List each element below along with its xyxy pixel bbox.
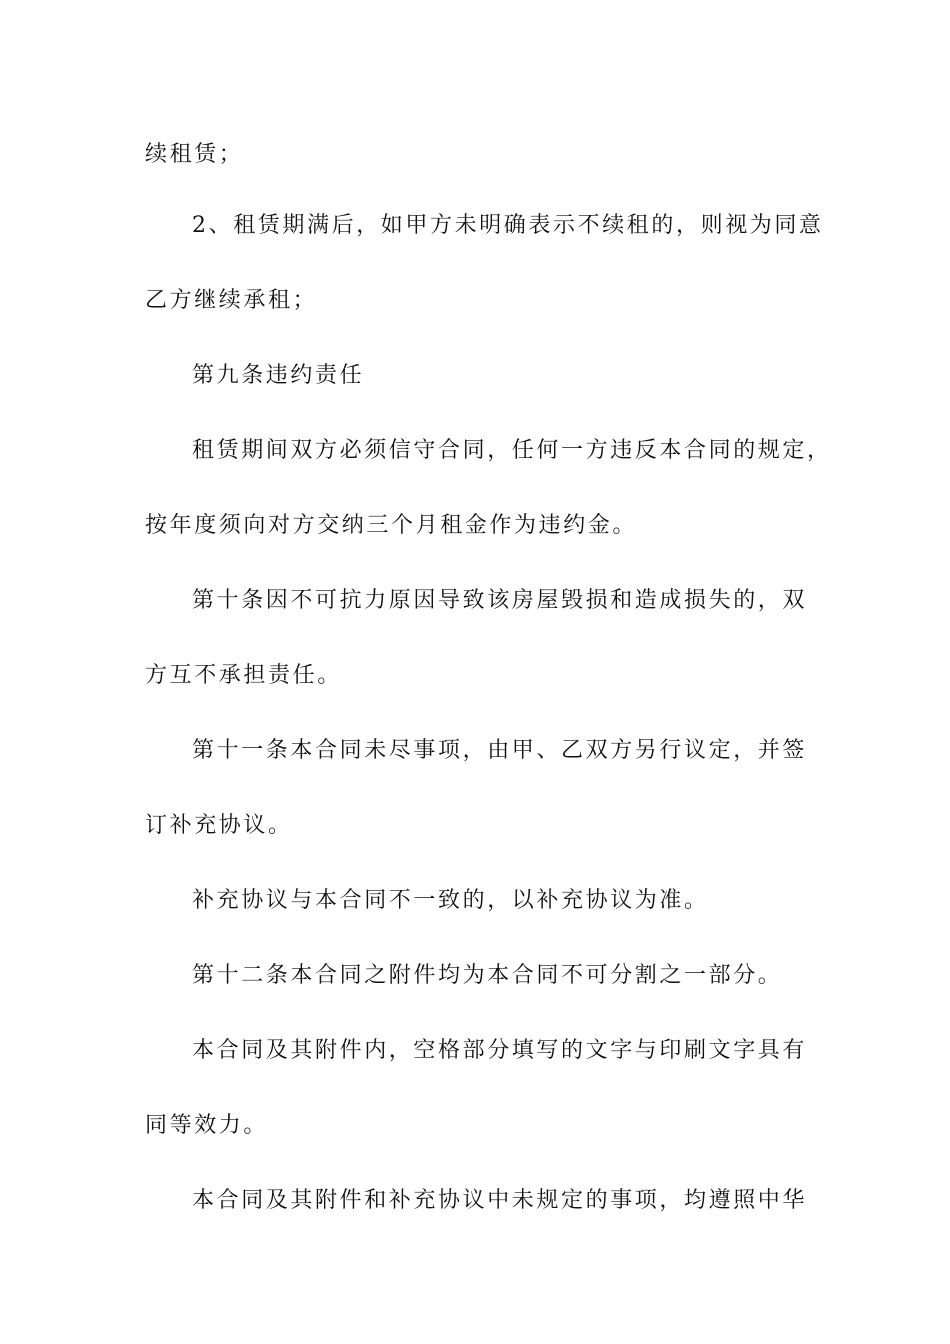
text-line: 方互不承担责任。 bbox=[145, 663, 342, 688]
text-line: 本合同及其附件和补充协议中未规定的事项，均遵照中华 bbox=[192, 1188, 808, 1213]
text-line: 乙方继续承租； bbox=[145, 288, 318, 313]
section-heading: 第九条违约责任 bbox=[192, 363, 365, 388]
text-line: 订补充协议。 bbox=[145, 813, 293, 838]
text-line: 第十二条本合同之附件均为本合同不可分割之一部分。 bbox=[192, 963, 783, 988]
text-line: 第十一条本合同未尽事项，由甲、乙双方另行议定，并签 bbox=[192, 738, 808, 763]
text-line: 本合同及其附件内，空格部分填写的文字与印刷文字具有 bbox=[192, 1038, 808, 1063]
text-line: 同等效力。 bbox=[145, 1113, 269, 1138]
text-line: 第十条因不可抗力原因导致该房屋毁损和造成损失的，双 bbox=[192, 588, 808, 613]
text-line: 2、租赁期满后，如甲方未明确表示不续租的，则视为同意 bbox=[192, 213, 824, 238]
text-line: 续租赁； bbox=[145, 142, 244, 167]
text-line: 补充协议与本合同不一致的，以补充协议为准。 bbox=[192, 888, 709, 913]
text-line: 按年度须向对方交纳三个月租金作为违约金。 bbox=[145, 513, 638, 538]
text-line: 租赁期间双方必须信守合同，任何一方违反本合同的规定， bbox=[192, 438, 832, 463]
